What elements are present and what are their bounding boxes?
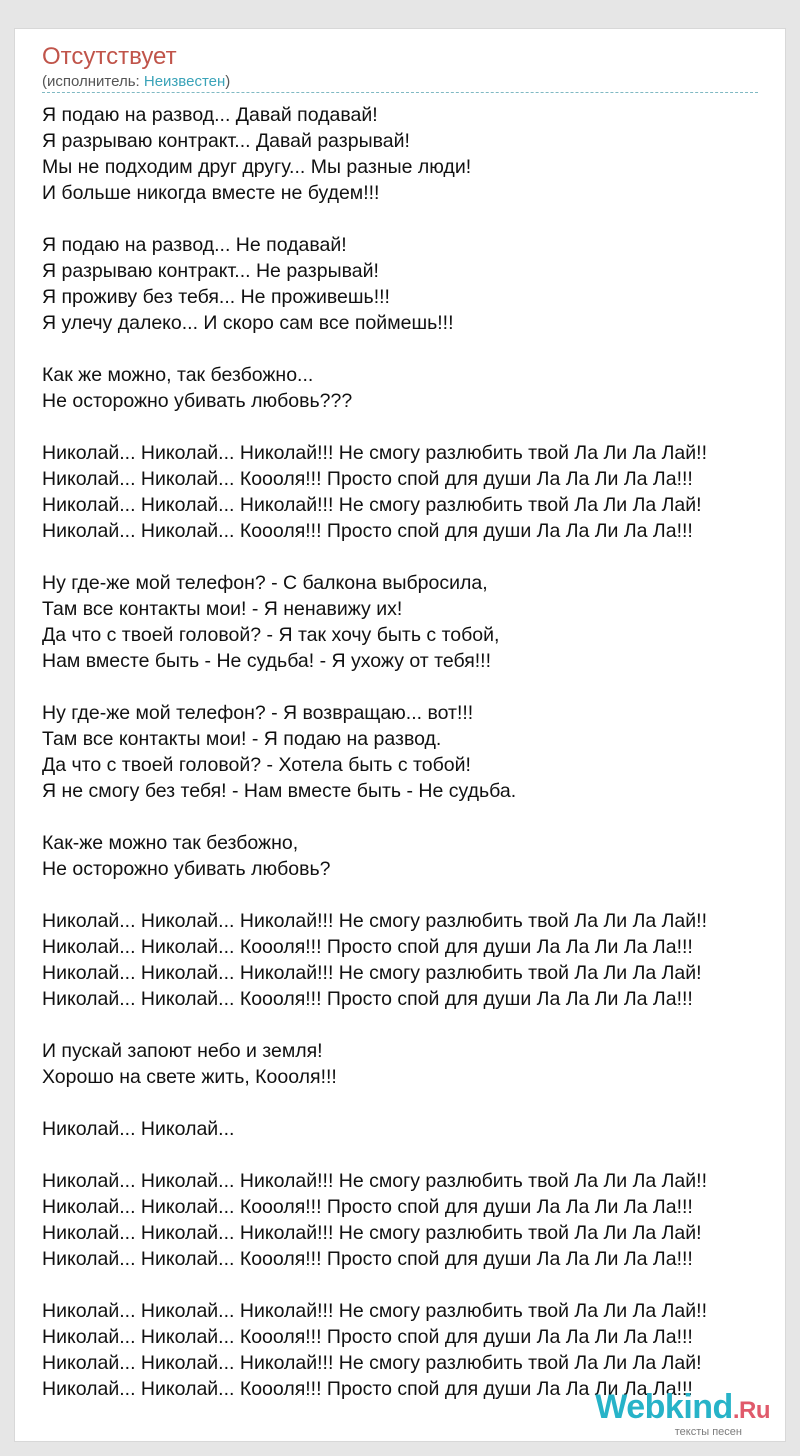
lyric-line: Николай... Николай... Коооля!!! Просто спой для души Ла Ла Ли Ла Ла!!! xyxy=(42,1326,693,1348)
lyric-line: Я подаю на развод... Не подавай! xyxy=(42,234,347,256)
lyric-line: Николай... Николай... Коооля!!! Просто спой для души Ла Ла Ли Ла Ла!!! xyxy=(42,1196,693,1218)
lyric-line: Мы не подходим друг другу... Мы разные люди! xyxy=(42,156,472,178)
artist-link[interactable]: Неизвестен xyxy=(143,73,226,90)
lyrics-stanza xyxy=(42,362,772,414)
lyric-line: Николай... Николай... Николай!!! Не смогу разлюбить твой Ла Ли Ла Лай!! xyxy=(42,442,707,464)
lyric-line: Я проживу без тебя... Не проживешь!!! xyxy=(42,286,390,308)
watermark-tagline: тексты песен xyxy=(674,1426,742,1438)
lyric-line: Николай... Николай... Коооля!!! Просто спой для души Ла Ла Ли Ла Ла!!! xyxy=(42,1248,693,1270)
lyrics-stanza xyxy=(42,440,772,544)
lyric-line: Не осторожно убивать любовь??? xyxy=(42,390,353,412)
lyrics-body xyxy=(42,102,772,1402)
lyric-line: Николай... Николай... Николай!!! Не смогу разлюбить твой Ла Ли Ла Лай! xyxy=(42,962,702,984)
lyric-line: Николай... Николай... Коооля!!! Просто спой для души Ла Ла Ли Ла Ла!!! xyxy=(42,468,693,490)
lyric-line: И пускай запоют небо и земля! xyxy=(42,1040,323,1062)
lyric-line: Да что с твоей головой? - Я так хочу быть с тобой, xyxy=(42,624,500,646)
artist-suffix: ) xyxy=(225,73,231,90)
watermark-tld: .Ru xyxy=(732,1397,770,1424)
lyric-line: Ну где-же мой телефон? - С балкона выбросила, xyxy=(42,572,488,594)
lyrics-stanza xyxy=(42,232,772,336)
lyric-line: Николай... Николай... Коооля!!! Просто спой для души Ла Ла Ли Ла Ла!!! xyxy=(42,936,693,958)
title-divider xyxy=(42,92,758,93)
lyric-line: Как же можно, так безбожно... xyxy=(42,364,314,386)
lyric-line: Николай... Николай... Коооля!!! Просто спой для души Ла Ла Ли Ла Ла!!! xyxy=(42,988,693,1010)
lyric-line: Ну где-же мой телефон? - Я возвращаю... вот!!! xyxy=(42,702,474,724)
lyrics-stanza xyxy=(42,102,772,206)
lyrics-stanza xyxy=(42,908,772,1012)
lyric-line: Николай... Николай... Николай!!! Не смогу разлюбить твой Ла Ли Ла Лай! xyxy=(42,1222,702,1244)
lyric-line: Хорошо на свете жить, Коооля!!! xyxy=(42,1066,337,1088)
lyric-line: Там все контакты мои! - Я подаю на развод. xyxy=(42,728,442,750)
lyric-line: Как-же можно так безбожно, xyxy=(42,832,299,854)
lyrics-stanza xyxy=(42,700,772,804)
artist-prefix: (исполнитель: xyxy=(42,73,144,90)
lyric-line: Я разрываю контракт... Не разрывай! xyxy=(42,260,379,282)
lyric-line: Я улечу далеко... И скоро сам все поймешь!!! xyxy=(42,312,454,334)
artist-line xyxy=(42,72,230,92)
lyric-line: Я разрываю контракт... Давай разрывай! xyxy=(42,130,410,152)
lyric-line: И больше никогда вместе не будем!!! xyxy=(42,182,380,204)
lyric-line: Николай... Николай... Коооля!!! Просто спой для души Ла Ла Ли Ла Ла!!! xyxy=(42,1378,693,1400)
lyric-line: Николай... Николай... Николай!!! Не смогу разлюбить твой Ла Ли Ла Лай!! xyxy=(42,1300,707,1322)
lyric-line: Нам вместе быть - Не судьба! - Я ухожу от тебя!!! xyxy=(42,650,492,672)
lyrics-stanza xyxy=(42,1038,772,1090)
lyrics-stanza xyxy=(42,570,772,674)
lyric-line: Николай... Николай... xyxy=(42,1118,235,1140)
site-watermark xyxy=(595,1388,770,1438)
lyrics-stanza xyxy=(42,1168,772,1272)
song-title: Отсутствует xyxy=(42,43,177,70)
lyric-line: Я подаю на развод... Давай подавай! xyxy=(42,104,378,126)
lyric-line: Николай... Николай... Николай!!! Не смогу разлюбить твой Ла Ли Ла Лай!! xyxy=(42,910,707,932)
lyric-line: Николай... Николай... Коооля!!! Просто спой для души Ла Ла Ли Ла Ла!!! xyxy=(42,520,693,542)
lyrics-stanza xyxy=(42,1298,772,1402)
lyric-line: Николай... Николай... Николай!!! Не смогу разлюбить твой Ла Ли Ла Лай! xyxy=(42,1352,702,1374)
lyric-line: Николай... Николай... Николай!!! Не смогу разлюбить твой Ла Ли Ла Лай! xyxy=(42,494,702,516)
lyric-line: Я не смогу без тебя! - Нам вместе быть - Не судьба. xyxy=(42,780,517,802)
lyric-line: Там все контакты мои! - Я ненавижу их! xyxy=(42,598,403,620)
watermark-logo xyxy=(595,1388,770,1430)
watermark-brand: Webkind xyxy=(595,1388,733,1426)
lyric-line: Не осторожно убивать любовь? xyxy=(42,858,331,880)
lyric-line: Николай... Николай... Николай!!! Не смогу разлюбить твой Ла Ли Ла Лай!! xyxy=(42,1170,707,1192)
lyric-line: Да что с твоей головой? - Хотела быть с тобой! xyxy=(42,754,471,776)
lyrics-stanza xyxy=(42,1116,772,1142)
lyrics-stanza xyxy=(42,830,772,882)
